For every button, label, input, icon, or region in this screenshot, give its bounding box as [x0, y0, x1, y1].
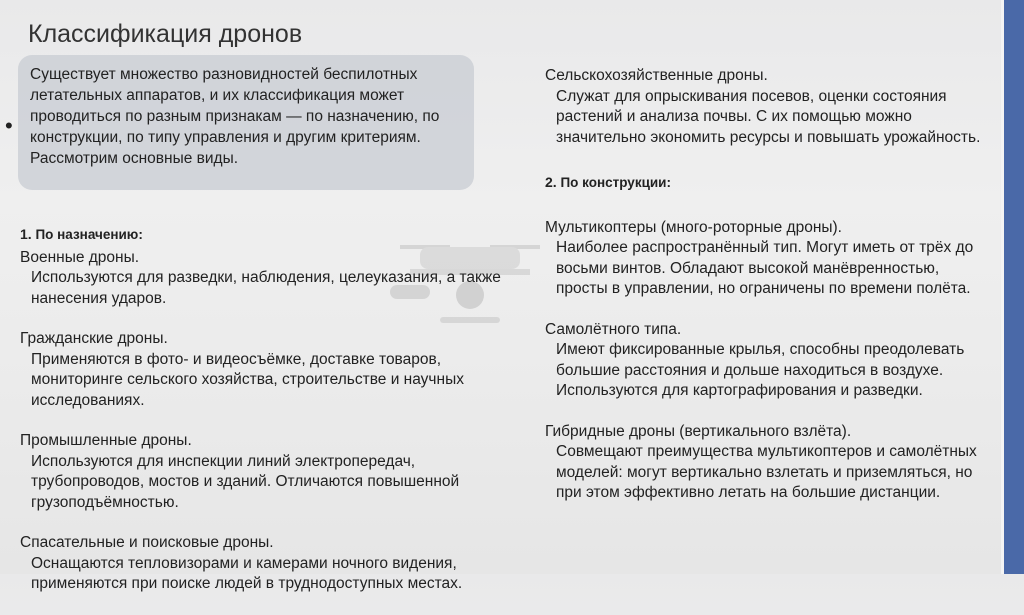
list-item [545, 218, 995, 300]
item-description: Используются для инспекции линий электропередач, трубопроводов, мостов и зданий. Отличаются повышенной грузоподъёмностью. [31, 452, 460, 511]
section-number: 1. [20, 226, 32, 242]
item-description: Совмещают преимущества мультикоптеров и самолётных моделей: могут вертикально взлетать и приземляться, но при этом эффективно летать на большие дистанции. [556, 443, 977, 501]
item-description: Наиболее распространённый тип. Могут иметь от трёх до восьми винтов. Обладают высокой манёвренностью, просты в управлении, но ограничены по времени полёта. [556, 239, 974, 297]
item-name: Сельскохозяйственные дроны. [545, 67, 768, 84]
section-heading-construction [545, 172, 995, 194]
item-name: Военные дроны. [20, 248, 140, 266]
item-description: Имеют фиксированные крылья, способны преодолевать большие расстояния и дольше находиться в воздухе. Используются для картографирования и разведки. [556, 341, 965, 399]
intro-text: Существует множество разновидностей беспилотных летательных аппаратов, и их классификация может проводиться по разным признакам — по назначению, по конструкции, по типу управления и другим критериям. Рассмотрим основные виды. [30, 66, 440, 167]
list-item [20, 533, 520, 595]
item-name: Спасательные и поисковые дроны. [20, 534, 274, 551]
item-description: Применяются в фото- и видеосъёмке, доставке товаров, мониторинге сельского хозяйства, строительстве и научных исследованиях. [31, 350, 464, 409]
left-column [20, 224, 520, 615]
list-item [545, 422, 995, 504]
item-name: Гражданские дроны. [20, 330, 168, 347]
list-item [545, 66, 995, 148]
accent-bar [1004, 0, 1024, 574]
item-name: Гибридные дроны (вертикального взлёта). [545, 422, 852, 440]
list-item [20, 329, 520, 411]
list-item [20, 248, 520, 310]
item-description: Используются для разведки, наблюдения, целеуказания, а также нанесения ударов. [31, 269, 501, 307]
section-heading-purpose [20, 224, 520, 246]
item-description: Оснащаются тепловизорами и камерами ночного видения, применяются при поиске людей в труднодоступных местах. [31, 554, 463, 592]
list-item [545, 320, 995, 402]
bullet-icon: • [5, 113, 13, 138]
right-column [545, 66, 995, 524]
slide-title: Классификация дронов [28, 20, 303, 48]
item-name: Промышленные дроны. [20, 432, 192, 449]
list-item [20, 431, 520, 513]
item-name: Мультикоптеры (много-роторные дроны). [545, 218, 842, 236]
section-number: 2. [545, 174, 557, 190]
section-heading-text: По назначению: [31, 227, 143, 242]
item-description: Служат для опрыскивания посевов, оценки состояния растений и анализа почвы. С их помощью можно значительно экономить ресурсы и повышать урожайность. [556, 87, 981, 146]
section-heading-text: По конструкции: [556, 175, 671, 190]
item-name: Самолётного типа. [545, 320, 682, 338]
